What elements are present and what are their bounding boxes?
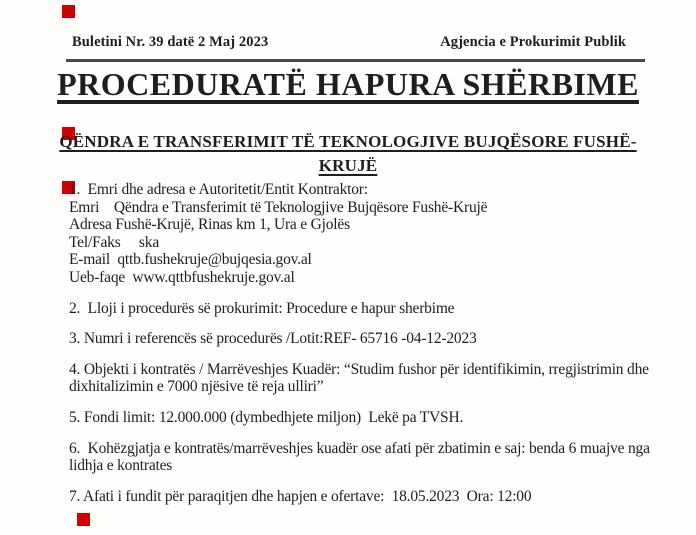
bulletin-number-label: Buletini Nr. 39 datë 2 Maj 2023 (72, 34, 269, 50)
item-line: lidhja e kontrates (69, 457, 173, 475)
red-marker-1 (62, 5, 75, 18)
section-heading (35, 130, 661, 177)
item-line: E-mail qttb.fushekruje@bujqesia.gov.al (69, 251, 312, 269)
item-line: Adresa Fushë-Krujë, Rinas km 1, Ura e Gjolës (69, 216, 350, 234)
item-line: 2. Lloji i procedurës së prokurimit: Procedure e hapur sherbime (69, 299, 455, 317)
page-title (18, 66, 678, 102)
item-line: 1. Emri dhe adresa e Autoritetit/Entit Kontraktor: (69, 181, 368, 198)
item-7 (69, 488, 691, 506)
bulletin-header (72, 34, 626, 50)
agency-label: Agjencia e Prokurimit Publik (440, 34, 626, 50)
item-line: 7. Afati i fundit për paraqitjen dhe hapjen e ofertave: 18.05.2023 Ora: 12:00 (69, 487, 532, 505)
item-1 (69, 181, 691, 287)
item-2 (69, 300, 691, 318)
item-5 (69, 409, 691, 427)
item-line: 6. Kohëzgjatja e kontratës/marrëveshjes kuadër ose afati për zbatimin e saj: benda 6 muajve nga (69, 439, 650, 457)
page-title-text: PROCEDURATË HAPURA SHËRBIME (57, 66, 639, 102)
item-line: Ueb-faqe www.qttbfushekruje.gov.al (69, 268, 295, 286)
item-line: dixhitalizimin e 7000 njësive të reja ulliri” (69, 378, 324, 396)
item-line: Emri Qëndra e Transferimit të Teknologjive Bujqësore Fushë-Krujë (69, 198, 488, 216)
item-6 (69, 440, 691, 475)
section-heading-line2: KRUJË (318, 155, 378, 175)
item-line: 5. Fondi limit: 12.000.000 (dymbedhjete miljon) Lekë pa TVSH. (69, 408, 464, 426)
item-line: 3. Numri i referencës së procedurës /Lotit:REF- 65716 -04-12-2023 (69, 330, 477, 348)
section-heading-line1: QËNDRA E TRANSFERIMIT TË TEKNOLOGJIVE BUJQËSORE FUSHË- (59, 132, 637, 151)
item-line: Tel/Faks ska (69, 233, 159, 251)
item-4 (69, 361, 691, 396)
procurement-items (69, 181, 691, 518)
item-3 (69, 330, 691, 348)
header-divider (66, 59, 645, 62)
item-line: 4. Objekti i kontratës / Marrëveshjes Kuadër: “Studim fushor për identifikimin, rregjistrimin dhe (69, 360, 649, 378)
